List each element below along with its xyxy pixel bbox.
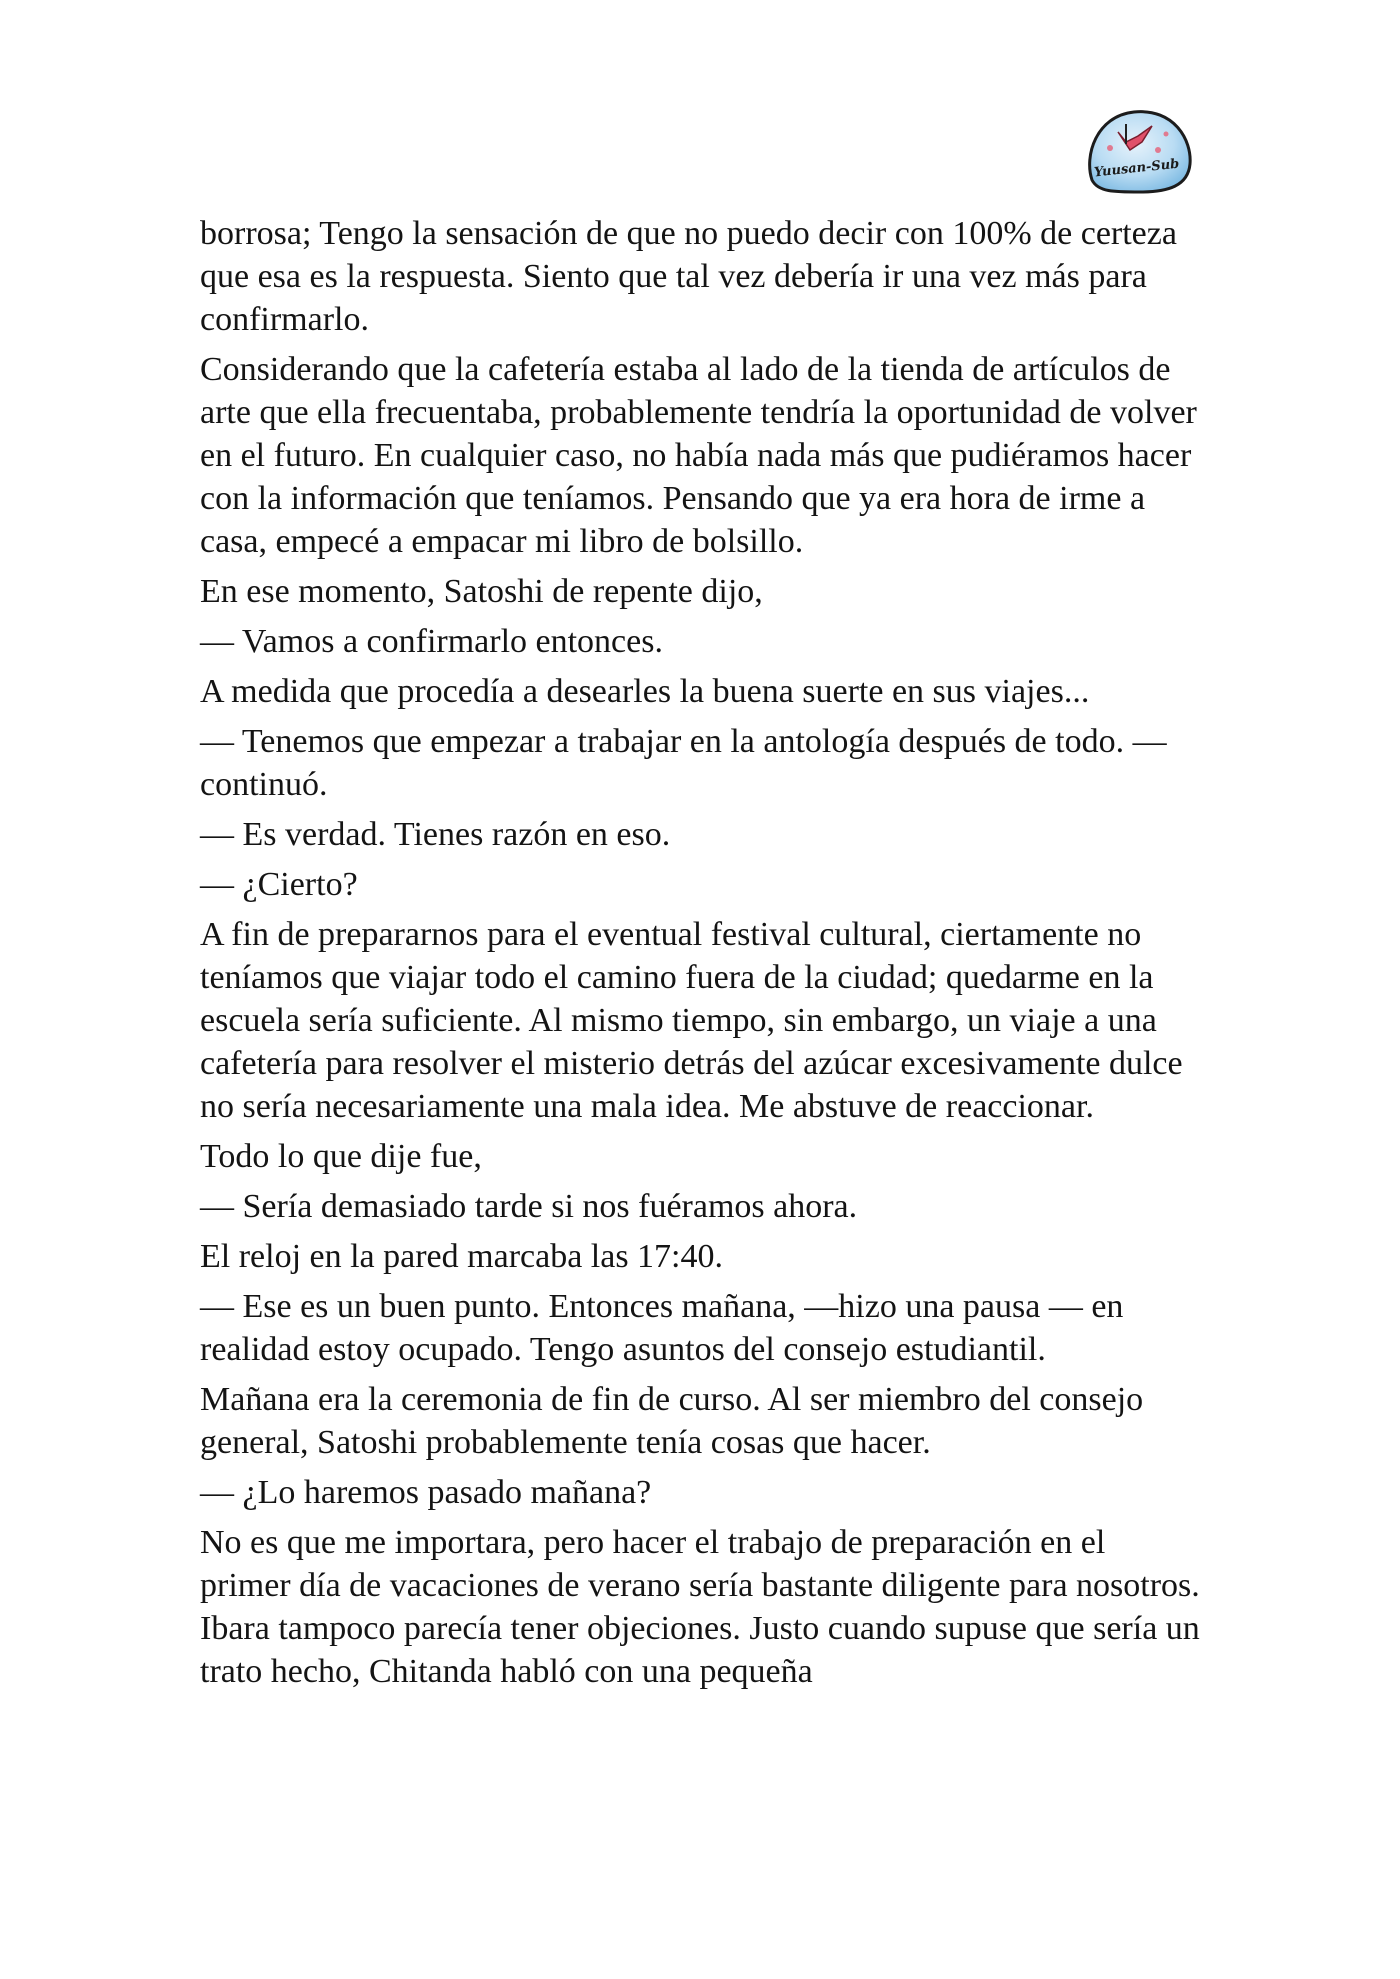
paragraph: Todo lo que dije fue,: [200, 1138, 482, 1175]
paragraph: A fin de prepararnos para el eventual festival cultural, ciertamente no teníamos que viajar todo el camino fuera de la ciudad; quedarme en la escuela sería suficiente. Al mismo tiempo, sin embargo, un viaje a una cafetería para resolver el misterio detrás del azúcar excesivamente dulce no sería necesariamente una mala idea. Me abstuve de reaccionar.: [200, 916, 1183, 1125]
paragraph: En ese momento, Satoshi de repente dijo,: [200, 573, 763, 610]
paragraph: borrosa; Tengo la sensación de que no puedo decir con 100% de certeza que esa es la respuesta. Siento que tal vez debería ir una vez más para confirmarlo.: [200, 215, 1177, 338]
paragraph: — ¿Cierto?: [200, 866, 358, 903]
paragraph: No es que me importara, pero hacer el trabajo de preparación en el primer día de vacaciones de verano sería bastante diligente para nosotros. Ibara tampoco parecía tener objeciones. Justo cuando supuse que sería un trato hecho, Chitanda habló con una pequeña: [200, 1524, 1200, 1690]
paragraph: — Vamos a confirmarlo entonces.: [200, 623, 663, 660]
paragraph: — Tenemos que empezar a trabajar en la antología después de todo. — continuó.: [200, 723, 1167, 803]
paragraph: — Sería demasiado tarde si nos fuéramos ahora.: [200, 1188, 858, 1225]
paragraph: Considerando que la cafetería estaba al lado de la tienda de artículos de arte que ella frecuentaba, probablemente tendría la oportunidad de volver en el futuro. En cualquier caso, no había nada más que pudiéramos hacer con la información que teníamos. Pensando que ya era hora de irme a casa, empecé a empacar mi libro de bolsillo.: [200, 351, 1197, 560]
paragraph: Mañana era la ceremonia de fin de curso. Al ser miembro del consejo general, Satoshi probablemente tenía cosas que hacer.: [200, 1381, 1144, 1461]
logo-text: Yuusan-Sub: [1093, 156, 1180, 181]
paragraph: — Ese es un buen punto. Entonces mañana, —hizo una pausa — en realidad estoy ocupado. Tengo asuntos del consejo estudiantil.: [200, 1288, 1124, 1368]
body-text: [200, 212, 1200, 1700]
paragraph: A medida que procedía a desearles la buena suerte en sus viajes...: [200, 673, 1090, 710]
paragraph: — ¿Lo haremos pasado mañana?: [200, 1474, 652, 1511]
paragraph: — Es verdad. Tienes razón en eso.: [200, 816, 671, 853]
paragraph: El reloj en la pared marcaba las 17:40.: [200, 1238, 723, 1275]
bird-emblem-icon: [1082, 106, 1196, 198]
watermark-logo: [1082, 106, 1196, 198]
